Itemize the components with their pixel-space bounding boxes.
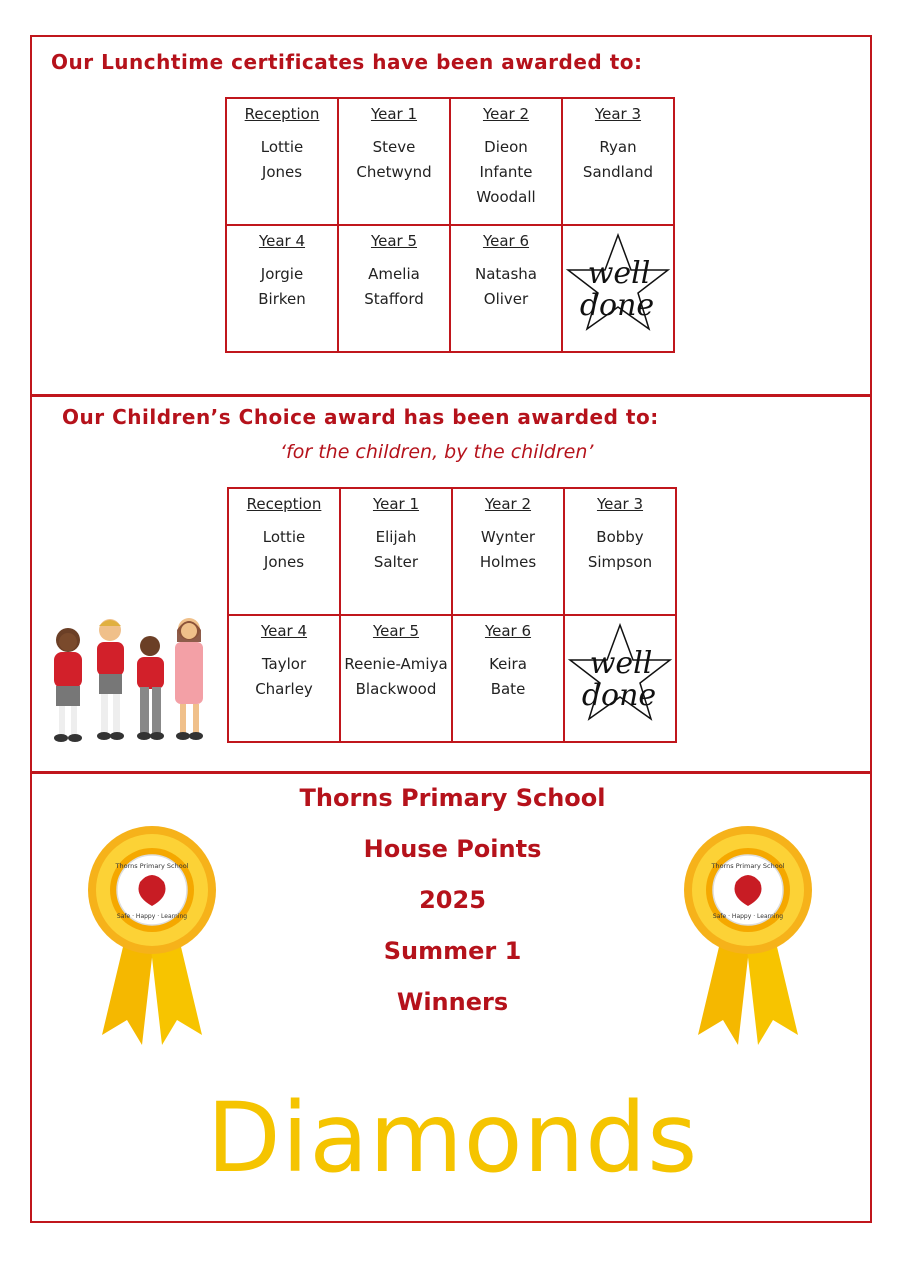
section-divider: [30, 394, 872, 397]
section-divider: [30, 771, 872, 774]
lunchtime-cell: [450, 225, 562, 352]
year-label: Year 3: [594, 105, 642, 123]
choice-cell: [228, 615, 340, 742]
house-points-title: House Points: [363, 835, 542, 863]
lunchtime-cell: [226, 98, 338, 225]
student-name: Steve Chetwynd: [356, 138, 432, 181]
student-name: Bobby Simpson: [587, 528, 653, 571]
term-label: Summer 1: [383, 937, 522, 965]
well-done-star-icon: [563, 227, 673, 347]
year-label: Year 6: [482, 232, 530, 250]
childrens-choice-table: [227, 487, 677, 743]
year-label: Year 4: [260, 622, 308, 640]
lunchtime-cell: [562, 98, 674, 225]
year-label: Year 1: [372, 495, 420, 513]
well-text: well: [589, 645, 653, 681]
student-name: Dieon Infante Woodall: [476, 138, 536, 206]
year-label: Year 1: [370, 105, 418, 123]
winners-label: Winners: [396, 988, 509, 1016]
student-name: Keira Bate: [489, 655, 527, 698]
rosette-ring-text: Thorns Primary School: [115, 862, 189, 870]
student-name: Ryan Sandland: [582, 138, 654, 181]
year-label: Year 4: [258, 232, 306, 250]
school-name: Thorns Primary School: [299, 784, 606, 812]
well-done-star-icon: [565, 617, 675, 737]
year-label: Year 2: [482, 105, 530, 123]
children-illustration: [44, 612, 224, 747]
student-name: Lottie Jones: [262, 528, 306, 571]
lunchtime-table: [225, 97, 675, 353]
well-done-cell: [562, 225, 674, 352]
student-name: Wynter Holmes: [479, 528, 537, 571]
rosette-icon: [678, 820, 818, 1060]
choice-cell: [452, 615, 564, 742]
year-label: Reception: [244, 105, 320, 123]
year-label: Year 3: [596, 495, 644, 513]
student-name: Amelia Stafford: [364, 265, 424, 308]
award-year: 2025: [419, 886, 486, 914]
rosette-motto: Safe · Happy · Learning: [116, 913, 188, 920]
childrens-choice-heading: Our Children’s Choice award has been awarded to:: [62, 405, 659, 429]
choice-cell: [340, 488, 452, 615]
year-label: Year 5: [372, 622, 420, 640]
choice-cell: [228, 488, 340, 615]
done-text: done: [579, 287, 655, 323]
rosette-icon: [82, 820, 222, 1060]
lunchtime-heading: Our Lunchtime certificates have been awarded to:: [51, 50, 643, 74]
childrens-choice-tagline: ‘for the children, by the children’: [280, 441, 594, 463]
student-name: Jorgie Birken: [258, 265, 306, 308]
year-label: Reception: [246, 495, 322, 513]
well-done-cell: [564, 615, 676, 742]
student-name: Reenie-Amiya Blackwood: [344, 655, 448, 698]
student-name: Taylor Charley: [255, 655, 313, 698]
year-label: Year 2: [484, 495, 532, 513]
lunchtime-cell: [338, 225, 450, 352]
year-label: Year 6: [484, 622, 532, 640]
lunchtime-cell: [226, 225, 338, 352]
done-text: done: [581, 677, 657, 713]
choice-cell: [452, 488, 564, 615]
well-text: well: [587, 255, 651, 291]
student-name: Lottie Jones: [260, 138, 304, 181]
rosette-ring-text: Thorns Primary School: [711, 862, 785, 870]
student-name: Elijah Salter: [373, 528, 419, 571]
lunchtime-cell: [450, 98, 562, 225]
lunchtime-cell: [338, 98, 450, 225]
year-label: Year 5: [370, 232, 418, 250]
rosette-motto: Safe · Happy · Learning: [712, 913, 784, 920]
choice-cell: [564, 488, 676, 615]
winning-house: Diamonds: [206, 1082, 699, 1194]
choice-cell: [340, 615, 452, 742]
student-name: Natasha Oliver: [475, 265, 537, 308]
